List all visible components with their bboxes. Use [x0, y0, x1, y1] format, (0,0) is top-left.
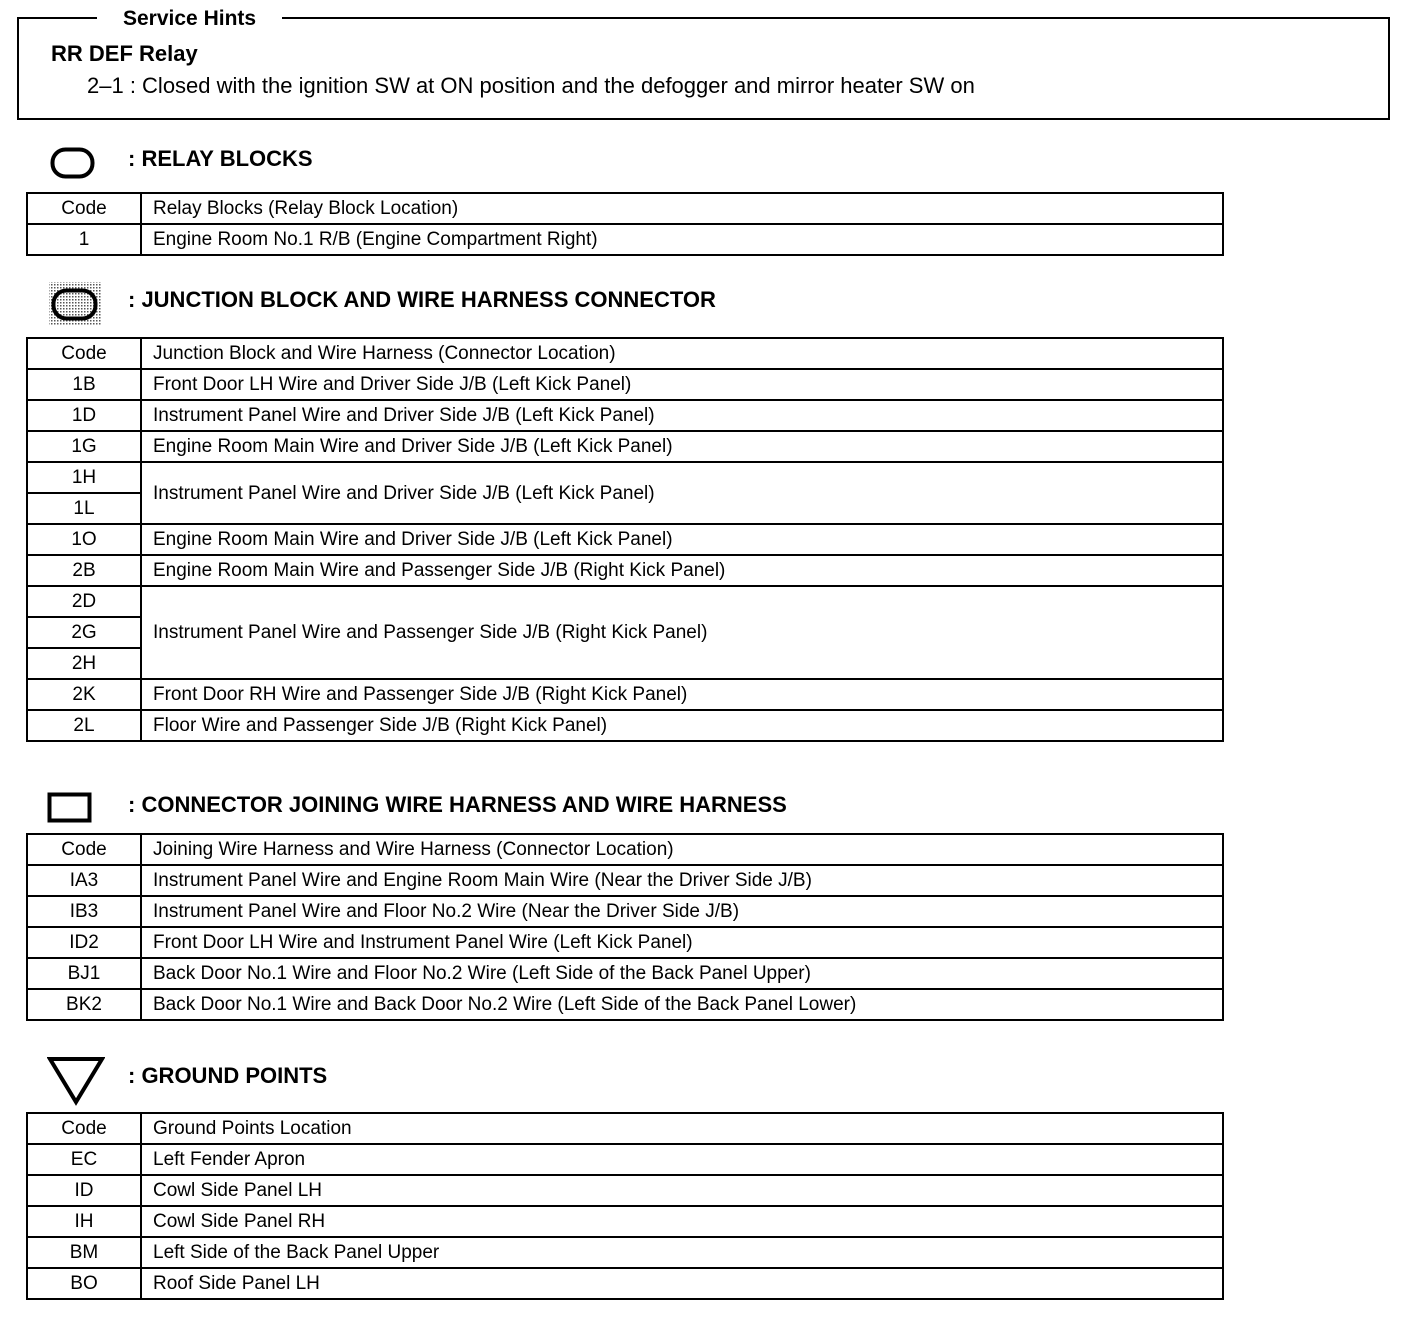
location-cell: Instrument Panel Wire and Driver Side J/B (Left Kick Panel)	[141, 462, 1223, 524]
connector-joining-table	[26, 833, 1224, 1021]
relay-blocks-table	[26, 192, 1224, 256]
table-row	[27, 1144, 1223, 1175]
location-cell: Front Door RH Wire and Passenger Side J/B (Right Kick Panel)	[141, 679, 1223, 710]
service-hints-title: Service Hints	[97, 7, 282, 31]
location-cell: Roof Side Panel LH	[141, 1268, 1223, 1299]
location-cell: Left Fender Apron	[141, 1144, 1223, 1175]
table-header-row	[27, 193, 1223, 224]
code-cell: 1D	[27, 400, 141, 431]
code-cell: BK2	[27, 989, 141, 1020]
ground-points-title: : GROUND POINTS	[128, 1063, 328, 1088]
code-cell: ID	[27, 1175, 141, 1206]
table-row	[27, 989, 1223, 1020]
code-cell: 2D	[27, 586, 141, 617]
table-row	[27, 400, 1223, 431]
relay-blocks-title: : RELAY BLOCKS	[128, 146, 313, 171]
square-rect-icon	[47, 792, 93, 824]
table-row	[27, 586, 1223, 617]
location-cell: Instrument Panel Wire and Passenger Side J/B (Right Kick Panel)	[141, 586, 1223, 679]
code-cell: BM	[27, 1237, 141, 1268]
code-cell: 1G	[27, 431, 141, 462]
code-cell: ID2	[27, 927, 141, 958]
location-header: Junction Block and Wire Harness (Connector Location)	[141, 338, 1223, 369]
table-row	[27, 710, 1223, 741]
location-cell: Floor Wire and Passenger Side J/B (Right Kick Panel)	[141, 710, 1223, 741]
service-hints-line: 2–1 : Closed with the ignition SW at ON position and the defogger and mirror heater SW on	[87, 73, 975, 98]
triangle-down-icon	[47, 1056, 105, 1106]
location-cell: Left Side of the Back Panel Upper	[141, 1237, 1223, 1268]
service-hints-heading: RR DEF Relay	[51, 41, 198, 66]
location-cell: Engine Room Main Wire and Passenger Side J/B (Right Kick Panel)	[141, 555, 1223, 586]
location-cell: Instrument Panel Wire and Floor No.2 Wire (Near the Driver Side J/B)	[141, 896, 1223, 927]
table-row	[27, 462, 1223, 493]
location-cell: Engine Room No.1 R/B (Engine Compartment Right)	[141, 224, 1223, 255]
code-cell: BO	[27, 1268, 141, 1299]
table-row	[27, 896, 1223, 927]
rounded-rect-icon	[50, 145, 96, 181]
location-cell: Cowl Side Panel LH	[141, 1175, 1223, 1206]
code-cell: 2K	[27, 679, 141, 710]
location-cell: Back Door No.1 Wire and Back Door No.2 Wire (Left Side of the Back Panel Lower)	[141, 989, 1223, 1020]
location-cell: Engine Room Main Wire and Driver Side J/B (Left Kick Panel)	[141, 524, 1223, 555]
location-header: Relay Blocks (Relay Block Location)	[141, 193, 1223, 224]
table-row	[27, 927, 1223, 958]
ground-points-table	[26, 1112, 1224, 1300]
junction-block-table	[26, 337, 1224, 742]
table-row	[27, 865, 1223, 896]
code-header: Code	[27, 338, 141, 369]
code-cell: 1	[27, 224, 141, 255]
code-cell: IA3	[27, 865, 141, 896]
code-cell: EC	[27, 1144, 141, 1175]
table-row	[27, 1175, 1223, 1206]
code-cell: IB3	[27, 896, 141, 927]
code-cell: IH	[27, 1206, 141, 1237]
code-header: Code	[27, 834, 141, 865]
code-cell: 2G	[27, 617, 141, 648]
location-cell: Instrument Panel Wire and Driver Side J/B (Left Kick Panel)	[141, 400, 1223, 431]
table-row	[27, 369, 1223, 400]
service-hints-box	[17, 7, 1390, 120]
code-cell: BJ1	[27, 958, 141, 989]
table-header-row	[27, 834, 1223, 865]
connector-joining-title: : CONNECTOR JOINING WIRE HARNESS AND WIRE HARNESS	[128, 792, 787, 817]
code-cell: 1L	[27, 493, 141, 524]
table-row	[27, 679, 1223, 710]
table-row	[27, 224, 1223, 255]
location-cell: Instrument Panel Wire and Engine Room Main Wire (Near the Driver Side J/B)	[141, 865, 1223, 896]
location-cell: Cowl Side Panel RH	[141, 1206, 1223, 1237]
location-header: Joining Wire Harness and Wire Harness (Connector Location)	[141, 834, 1223, 865]
code-cell: 1B	[27, 369, 141, 400]
code-header: Code	[27, 1113, 141, 1144]
code-cell: 1O	[27, 524, 141, 555]
code-cell: 2L	[27, 710, 141, 741]
table-row	[27, 1268, 1223, 1299]
table-row	[27, 1237, 1223, 1268]
table-row	[27, 524, 1223, 555]
code-header: Code	[27, 193, 141, 224]
location-cell: Front Door LH Wire and Driver Side J/B (Left Kick Panel)	[141, 369, 1223, 400]
table-header-row	[27, 1113, 1223, 1144]
code-cell: 2B	[27, 555, 141, 586]
code-cell: 2H	[27, 648, 141, 679]
location-cell: Front Door LH Wire and Instrument Panel Wire (Left Kick Panel)	[141, 927, 1223, 958]
location-cell: Back Door No.1 Wire and Floor No.2 Wire (Left Side of the Back Panel Upper)	[141, 958, 1223, 989]
junction-block-title: : JUNCTION BLOCK AND WIRE HARNESS CONNECTOR	[128, 287, 716, 312]
table-row	[27, 431, 1223, 462]
table-header-row	[27, 338, 1223, 369]
code-cell: 1H	[27, 462, 141, 493]
table-row	[27, 1206, 1223, 1237]
location-cell: Engine Room Main Wire and Driver Side J/B (Left Kick Panel)	[141, 431, 1223, 462]
location-header: Ground Points Location	[141, 1113, 1223, 1144]
shaded-rounded-rect-icon	[48, 281, 102, 327]
table-row	[27, 958, 1223, 989]
table-row	[27, 555, 1223, 586]
